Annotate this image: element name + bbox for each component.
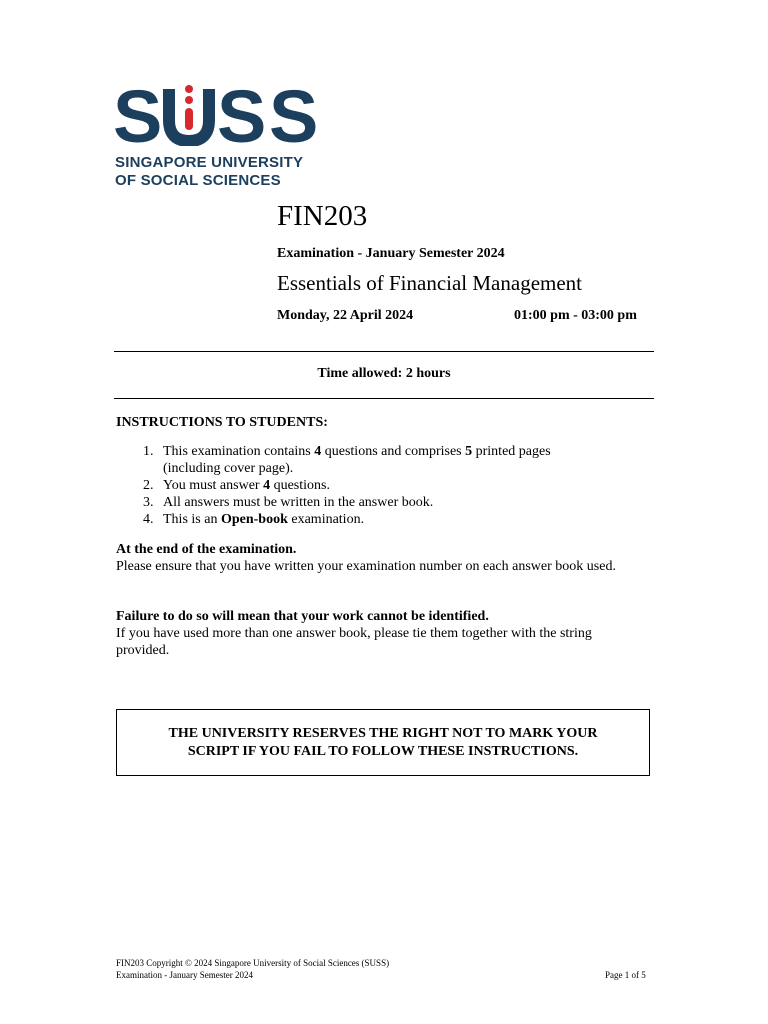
divider-top (114, 351, 654, 352)
notice-line-1: THE UNIVERSITY RESERVES THE RIGHT NOT TO MARK YOUR (168, 725, 598, 741)
item-text: printed pages (472, 444, 551, 459)
logo-letter-s3: S (269, 84, 319, 146)
end-of-exam-section (116, 541, 646, 575)
instructions-list (140, 443, 640, 528)
list-item (140, 477, 640, 494)
failure-section (116, 608, 646, 659)
item-text: examination. (287, 512, 365, 527)
logo-letter-u (169, 85, 209, 141)
footer-exam-line: Examination - January Semester 2024 (116, 970, 253, 980)
list-item (140, 494, 640, 511)
item-text: All answers must be written in the answer book. (163, 495, 434, 510)
time-allowed: Time allowed: 2 hours (317, 366, 451, 381)
item-bold: 4 (314, 444, 322, 459)
divider-bottom (114, 398, 654, 399)
notice-line-2: SCRIPT IF YOU FAIL TO FOLLOW THESE INSTRUCTIONS. (187, 743, 579, 759)
logo-letter-s1: S (113, 84, 163, 146)
item-number: 1. (143, 444, 154, 459)
item-number: 3. (143, 495, 154, 510)
suss-logo (113, 84, 328, 194)
notice-box (116, 709, 650, 776)
course-title: Essentials of Financial Management (277, 271, 583, 295)
item-text: questions and comprises (321, 444, 466, 459)
item-text: (including cover page). (163, 461, 294, 476)
item-number: 4. (143, 512, 154, 527)
item-number: 2. (143, 478, 154, 493)
footer-copyright: FIN203 Copyright © 2024 Singapore University of Social Sciences (SUSS) (116, 958, 390, 968)
course-code: FIN203 (277, 200, 368, 232)
exam-date: Monday, 22 April 2024 (277, 308, 414, 323)
list-item (140, 511, 640, 528)
item-bold: Open-book (220, 512, 288, 527)
failure-text: If you have used more than one answer book, please tie them together with the string provided. (116, 626, 592, 658)
logo-letter-s2: S (217, 84, 267, 146)
logo-line-1: SINGAPORE UNIVERSITY (115, 154, 304, 171)
end-of-exam-text: Please ensure that you have written your examination number on each answer book used. (116, 559, 616, 574)
exam-line: Examination - January Semester 2024 (277, 246, 505, 261)
instructions-heading: INSTRUCTIONS TO STUDENTS: (116, 415, 328, 430)
item-text: This is an (163, 512, 221, 527)
list-item (140, 443, 640, 477)
logo-line-2: OF SOCIAL SCIENCES (115, 172, 281, 189)
suss-logo-mark (113, 84, 328, 146)
item-text: This examination contains (163, 444, 315, 459)
item-text: questions. (270, 478, 330, 493)
item-text: You must answer (163, 478, 264, 493)
item-bold: 4 (263, 478, 271, 493)
exam-time: 01:00 pm - 03:00 pm (514, 308, 637, 323)
item-bold: 5 (465, 444, 473, 459)
footer-page-number: Page 1 of 5 (605, 970, 646, 980)
end-of-exam-heading: At the end of the examination. (116, 542, 297, 557)
failure-heading: Failure to do so will mean that your work cannot be identified. (116, 609, 489, 624)
